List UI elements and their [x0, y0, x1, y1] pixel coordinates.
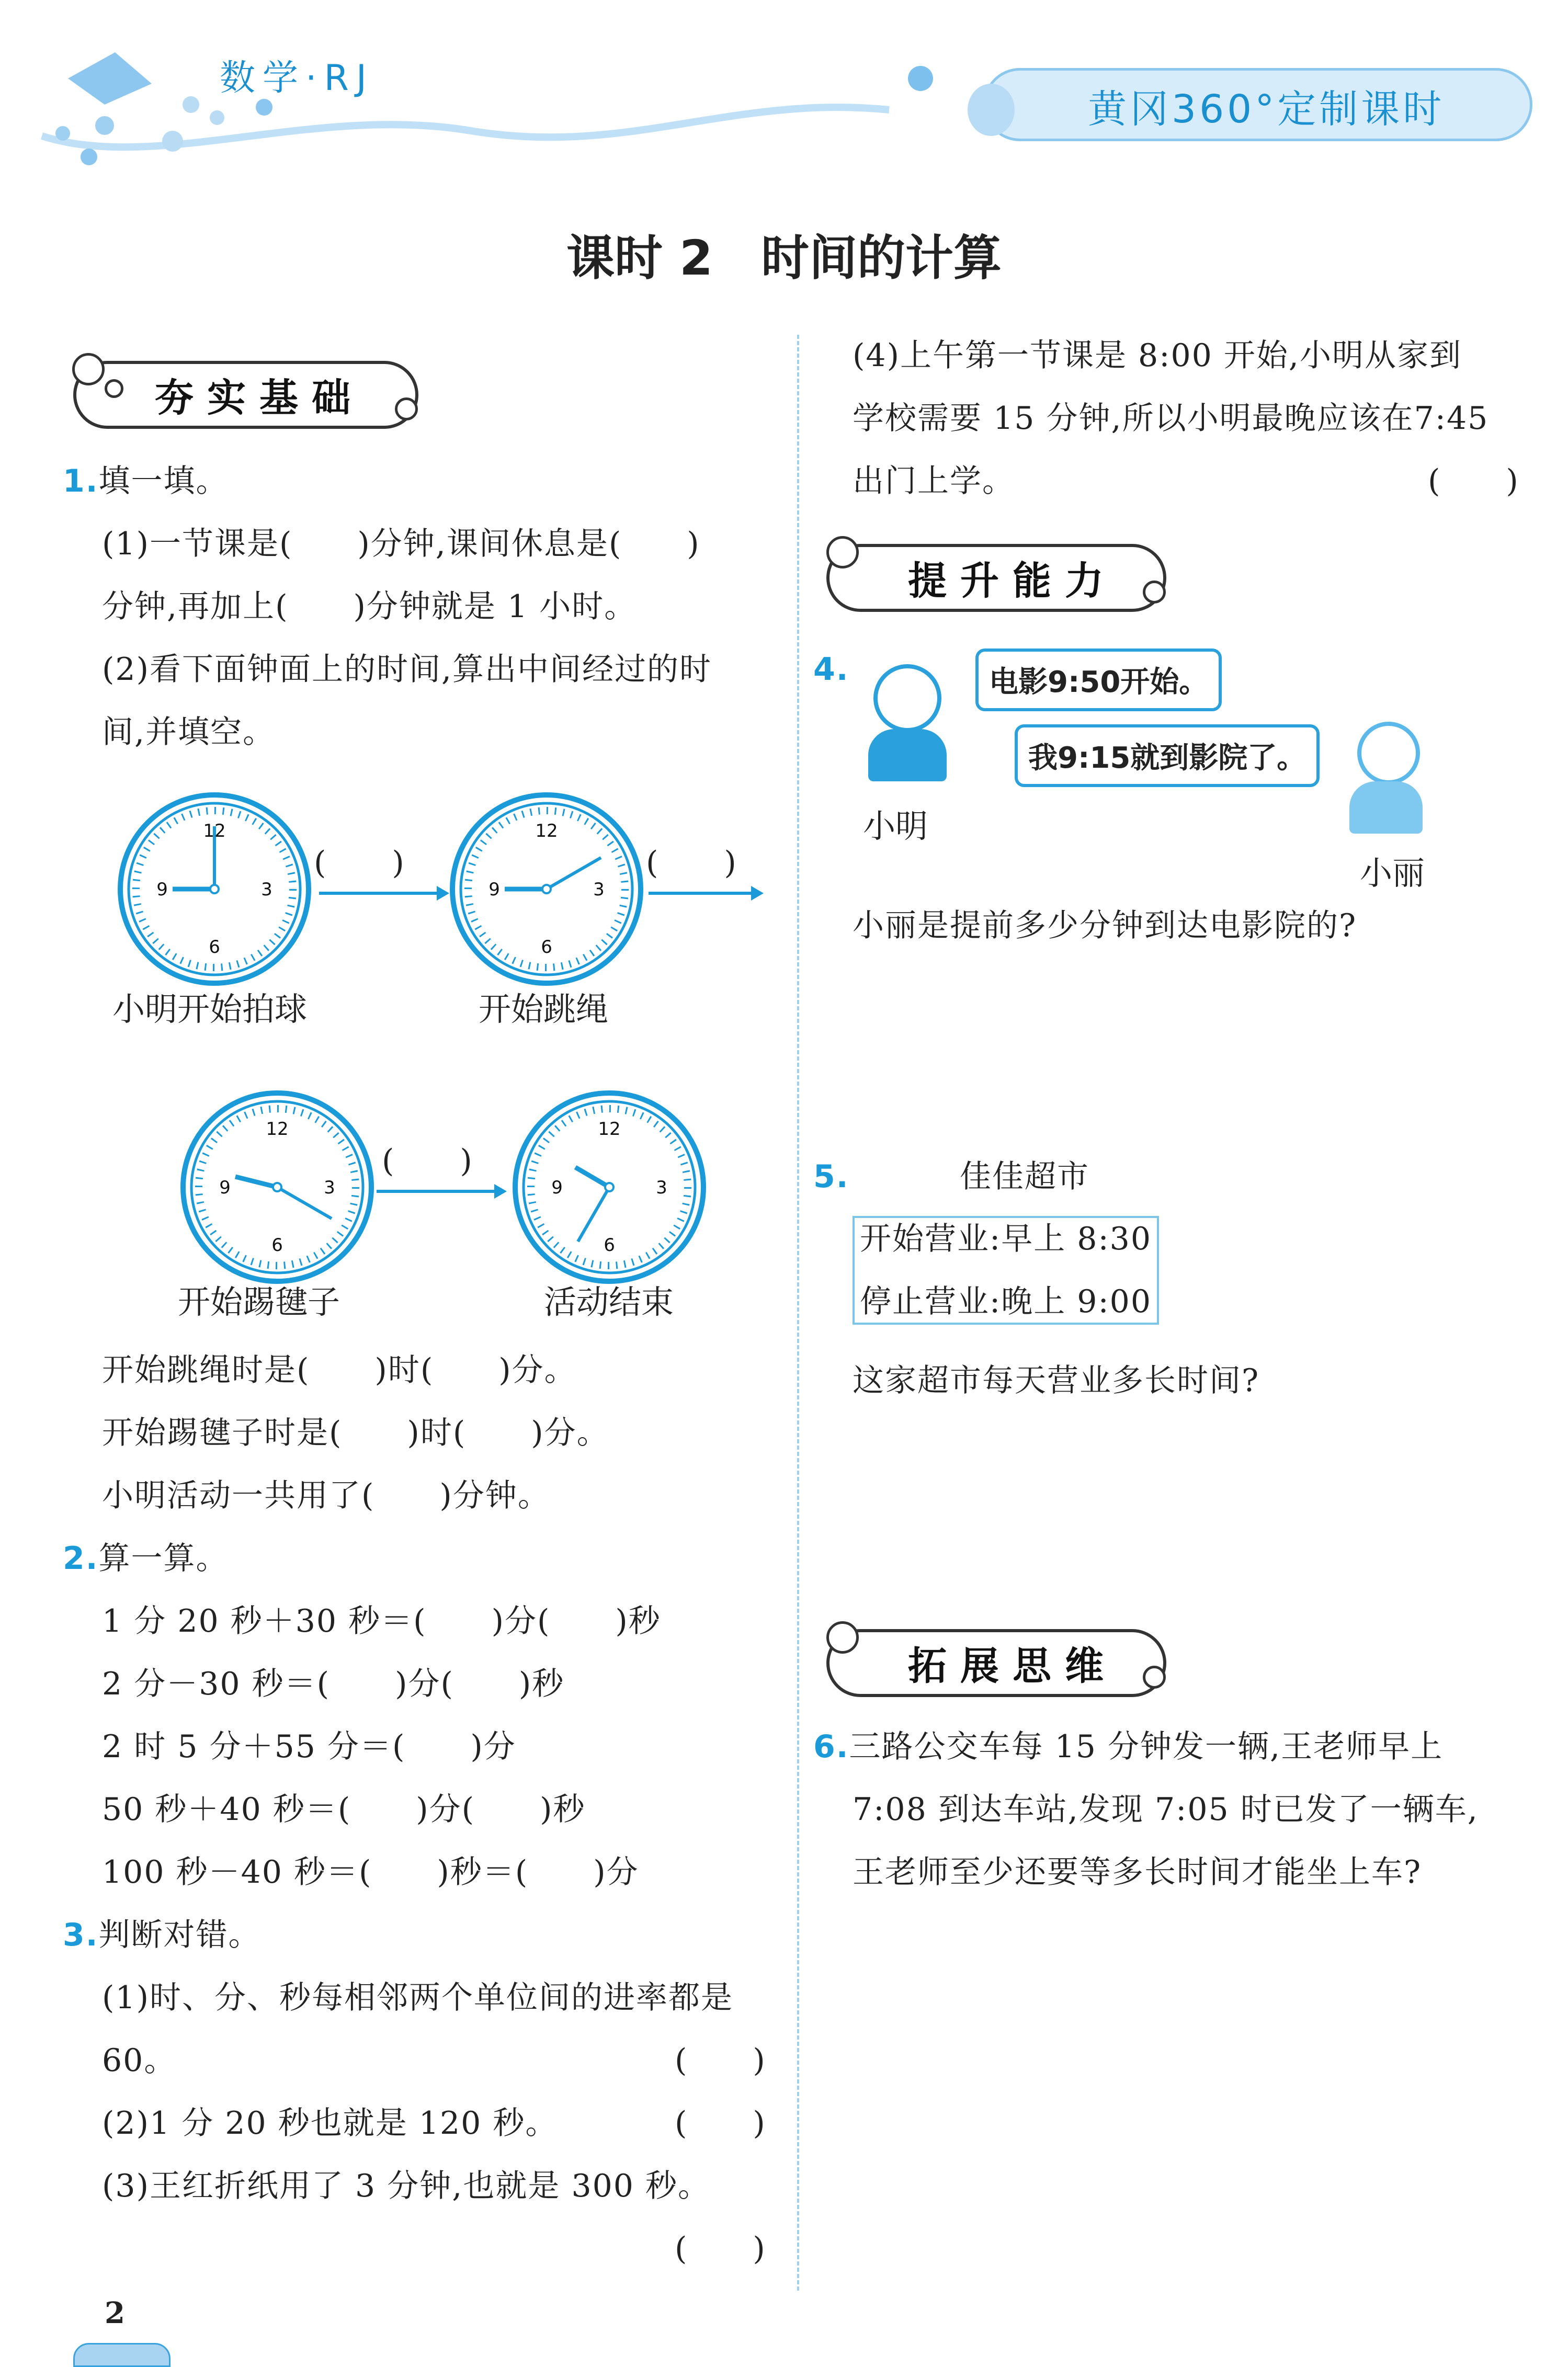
svg-text:3: 3 [656, 1177, 667, 1198]
banner-circle-icon [968, 84, 1015, 136]
elapsed-blank[interactable]: ( ) [314, 845, 405, 881]
clock-label: 开始跳绳 [479, 990, 609, 1028]
q1-part1-line2: 分钟,再加上( )分钟就是 1 小时。 [102, 588, 637, 625]
svg-text:9: 9 [156, 879, 168, 900]
elapsed-blank[interactable]: ( ) [382, 1143, 473, 1179]
clock-label: 小明开始拍球 [112, 990, 308, 1028]
clock-icon [115, 790, 314, 988]
speech-bubble-boy: 电影9:50开始。 [975, 648, 1222, 711]
question-6-line1: 6.三路公交车每 15 分钟发一辆,王老师早上 [813, 1728, 1444, 1765]
girl-name: 小丽 [1360, 854, 1425, 892]
clock-label: 活动结束 [544, 1283, 674, 1321]
bubble-icon [826, 1621, 859, 1654]
clock-icon [447, 790, 646, 988]
shop-name: 佳佳超市 [960, 1158, 1089, 1195]
arrow-icon [649, 892, 753, 895]
question-6-line3: 王老师至少还要等多长时间才能坐上车? [853, 1854, 1422, 1891]
svg-text:6: 6 [209, 937, 220, 958]
judge-blank[interactable]: ( ) [675, 2042, 766, 2079]
q4-question: 小丽是提前多少分钟到达电影院的? [853, 907, 1357, 944]
q2-item: 2 时 5 分＋55 分＝( )分 [102, 1728, 516, 1765]
arrow-head-icon [751, 886, 764, 901]
book-icon [73, 2343, 171, 2367]
svg-text:3: 3 [324, 1177, 335, 1198]
girl-avatar-icon [1349, 722, 1428, 842]
svg-text:3: 3 [261, 879, 272, 900]
bubble-icon [1143, 1666, 1166, 1689]
question-6-line2: 7:08 到达车站,发现 7:05 时已发了一辆车, [853, 1791, 1479, 1828]
section-title: 提升能力 [908, 559, 1117, 604]
q2-item: 50 秒＋40 秒＝( )分( )秒 [102, 1791, 586, 1828]
subject-label: 数学·RJ [220, 58, 374, 99]
q3-item2: (2)1 分 20 秒也就是 120 秒。 [102, 2105, 558, 2142]
column-divider [797, 335, 799, 2291]
svg-text:9: 9 [219, 1177, 231, 1198]
q2-item: 1 分 20 秒＋30 秒＝( )分( )秒 [102, 1603, 661, 1640]
q1-fill-3: 小明活动一共用了( )分钟。 [102, 1477, 550, 1514]
q1-part2-line1: (2)看下面钟面上的时间,算出中间经过的时 [102, 651, 712, 688]
judge-blank[interactable]: ( ) [675, 2231, 766, 2267]
arrow-icon [319, 892, 439, 895]
q1-part1-line1: (1)一节课是( )分钟,课间休息是( ) [102, 526, 700, 562]
bubble-icon [826, 536, 859, 568]
q3-item4-line2: 学校需要 15 分钟,所以小明最晚应该在7:45 [853, 400, 1489, 437]
svg-text:6: 6 [271, 1235, 283, 1256]
q3-item4-line3: 出门上学。 [853, 463, 1015, 499]
section-badge-ability [826, 544, 1166, 612]
q3-item1-line2: 60。 [102, 2042, 177, 2079]
svg-text:12: 12 [535, 821, 558, 841]
q2-item: 100 秒－40 秒＝( )秒＝( )分 [102, 1854, 639, 1891]
svg-text:9: 9 [488, 879, 500, 900]
clock-icon [178, 1088, 377, 1287]
judge-blank[interactable]: ( ) [1428, 463, 1519, 499]
q3-item1-line1: (1)时、分、秒每相邻两个单位间的进率都是 [102, 1979, 733, 2016]
q1-fill-2: 开始踢毽子时是( )时( )分。 [102, 1415, 609, 1451]
clock-label: 开始踢毽子 [178, 1283, 340, 1321]
speech-bubble-girl: 我9:15就到影院了。 [1015, 724, 1320, 787]
bubble-icon [1143, 581, 1166, 604]
judge-blank[interactable]: ( ) [675, 2105, 766, 2142]
svg-text:12: 12 [598, 1119, 621, 1140]
svg-text:9: 9 [551, 1177, 563, 1198]
clock-icon [510, 1088, 709, 1287]
q5-question: 这家超市每天营业多长时间? [853, 1362, 1260, 1399]
q2-item: 2 分－30 秒＝( )分( )秒 [102, 1666, 565, 1702]
page-number: 2 [105, 2296, 125, 2330]
q1-part2-line2: 间,并填空。 [102, 714, 276, 750]
bubble-icon [395, 397, 418, 420]
question-3-title: 3.判断对错。 [63, 1917, 261, 1953]
q1-fill-1: 开始跳绳时是( )时( )分。 [102, 1352, 577, 1389]
bubble-icon [105, 379, 123, 398]
q3-item4-line1: (4)上午第一节课是 8:00 开始,小明从家到 [853, 337, 1462, 374]
page-title: 课时 2 时间的计算 [566, 230, 1002, 286]
question-4-number: 4. [813, 651, 849, 688]
q3-item3: (3)王红折纸用了 3 分钟,也就是 300 秒。 [102, 2168, 711, 2204]
question-2-title: 2.算一算。 [63, 1540, 229, 1577]
svg-text:12: 12 [203, 821, 226, 841]
question-1-title: 1.填一填。 [63, 463, 229, 499]
section-badge-basic [73, 361, 418, 429]
boy-name: 小明 [863, 807, 928, 845]
svg-text:3: 3 [593, 879, 605, 900]
svg-text:6: 6 [541, 937, 552, 958]
svg-text:12: 12 [266, 1119, 289, 1140]
section-title: 夯实基础 [155, 375, 364, 420]
boy-avatar-icon [868, 664, 947, 784]
elapsed-blank[interactable]: ( ) [646, 845, 737, 881]
section-badge-extend [826, 1629, 1166, 1697]
question-5-number: 5. [813, 1158, 849, 1195]
arrow-icon [377, 1190, 497, 1193]
series-banner-text: 黄冈360°定制课时 [1088, 87, 1445, 132]
bubble-icon [72, 353, 105, 385]
shop-hours-box [853, 1216, 1159, 1325]
svg-text:6: 6 [604, 1235, 615, 1256]
section-title: 拓展思维 [908, 1644, 1117, 1689]
closing-time: 停止营业:晚上 9:00 [860, 1283, 1152, 1320]
arrow-head-icon [494, 1184, 507, 1199]
opening-time: 开始营业:早上 8:30 [860, 1221, 1152, 1257]
